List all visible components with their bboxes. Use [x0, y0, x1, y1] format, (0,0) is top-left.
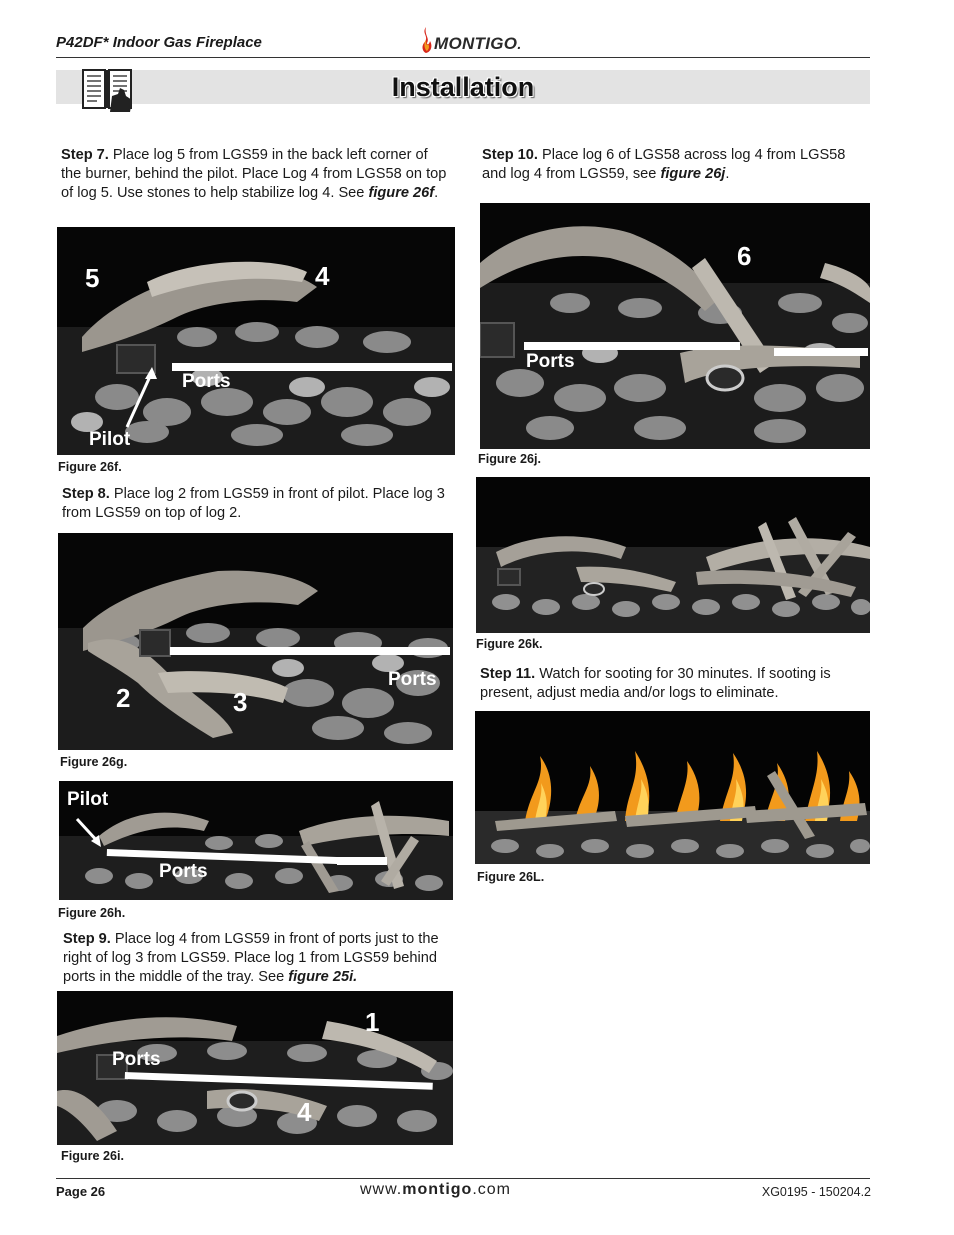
step9-text: Step 9. Place log 4 from LGS59 in front of ports just to the right of log 3 from LGS59. Place log 1 from LGS59 behind ports in the middle of the tray. See figure 25i.	[63, 931, 439, 985]
figure-26g-caption: Figure 26g.	[60, 755, 128, 769]
manual-book-icon	[82, 66, 134, 114]
step8-text: Step 8. Place log 2 from LGS59 in front of pilot. Place log 3 from LGS59 on top of log 2.	[62, 486, 445, 521]
figure-26L-photo	[475, 711, 870, 864]
figure-26h-photo	[59, 781, 453, 900]
ports-label: Ports	[159, 861, 208, 882]
figure-26f-caption: Figure 26f.	[58, 460, 122, 474]
figure-26i-caption: Figure 26i.	[61, 1149, 124, 1163]
website-url: www.montigo.com	[360, 1181, 511, 1198]
page-number: Page 26	[56, 1184, 106, 1199]
header-rule	[56, 57, 870, 58]
ports-label: Ports	[526, 351, 575, 372]
ports-label: Ports	[182, 371, 231, 392]
logo-wordmark: MONTIGO.	[434, 34, 522, 53]
log-4-label: 4	[297, 1097, 312, 1127]
document-title: P42DF* Indoor Gas Fireplace	[56, 34, 262, 51]
step10-text: Step 10. Place log 6 of LGS58 across log 4 from LGS58 and log 4 from LGS59, see figure 26j.	[482, 147, 846, 182]
pilot-label: Pilot	[89, 429, 131, 450]
log-2-label: 2	[116, 683, 131, 713]
montigo-logo	[418, 24, 522, 54]
figure-26g-photo	[58, 533, 453, 750]
log-4-label: 4	[315, 261, 330, 291]
pilot-label: Pilot	[67, 789, 109, 810]
figure-26h-caption: Figure 26h.	[58, 906, 126, 920]
figure-26j-caption: Figure 26j.	[478, 452, 541, 466]
figure-26k-caption: Figure 26k.	[476, 637, 543, 651]
log-3-label: 3	[233, 687, 248, 717]
footer-rule	[56, 1178, 870, 1179]
log-6-label: 6	[737, 241, 752, 271]
ports-label: Ports	[112, 1049, 161, 1070]
flame-icon	[418, 26, 434, 54]
figure-26j-photo	[480, 203, 870, 449]
ports-label: Ports	[388, 669, 437, 690]
section-banner	[56, 70, 870, 104]
log-5-label: 5	[85, 263, 100, 293]
section-title: Installation	[391, 72, 535, 102]
document-code: XG0195 - 150204.2	[761, 1185, 871, 1199]
figure-26i-photo	[57, 991, 453, 1145]
step11-text: Step 11. Watch for sooting for 30 minutes. If sooting is present, adjust media and/or logs to eliminate.	[480, 666, 831, 701]
step7-text: Step 7. Place log 5 from LGS59 in the back left corner of the burner, behind the pilot. Place Log 4 from LGS58 on top of log 5. Use stones to help stabilize log 4. See figure 26f.	[61, 147, 447, 201]
log-1-label: 1	[365, 1007, 380, 1037]
figure-26f-photo	[57, 227, 455, 455]
figure-26k-photo	[476, 477, 870, 633]
figure-26L-caption: Figure 26L.	[477, 870, 545, 884]
